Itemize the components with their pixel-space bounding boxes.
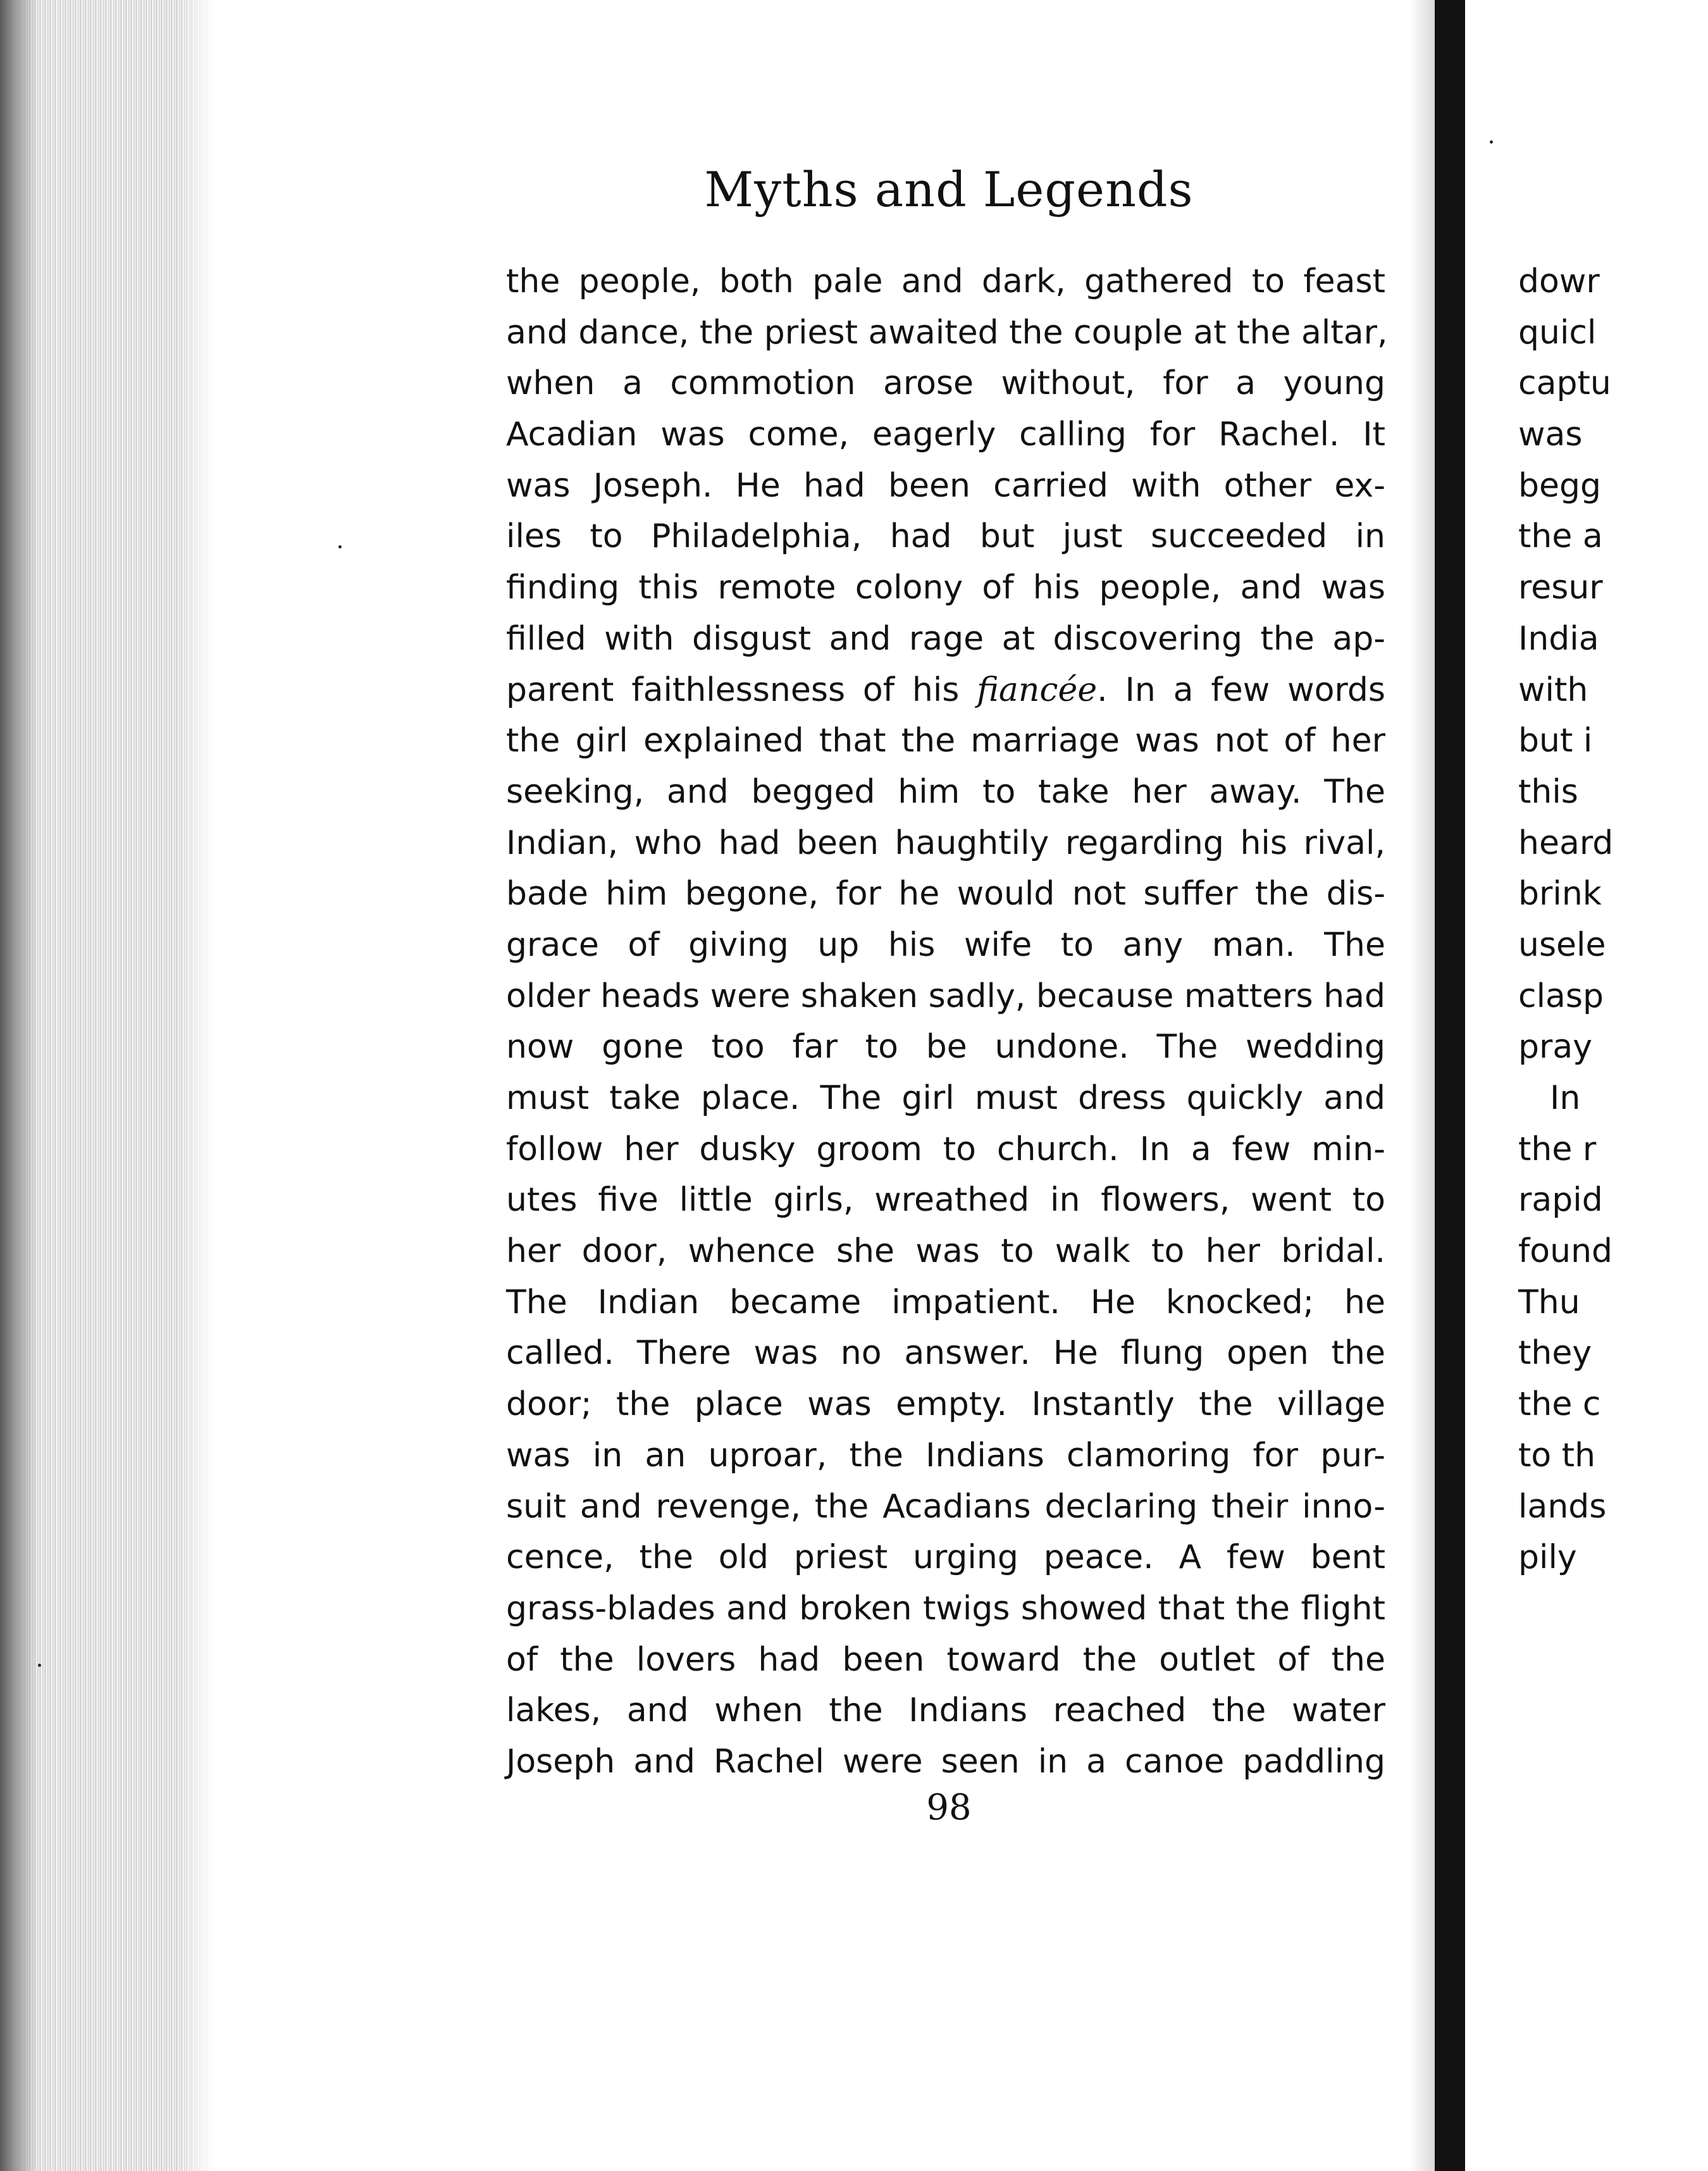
facing-page: [1465, 0, 1614, 2171]
text-line: older heads were shaken sadly, because matters had: [506, 977, 1385, 1015]
page-number: 98: [926, 1787, 972, 1828]
facing-line: rapid: [1518, 1181, 1603, 1220]
text-line: grass-blades and broken twigs showed that the flight: [506, 1589, 1385, 1628]
facing-line: begg: [1518, 466, 1602, 505]
facing-line: brink: [1518, 875, 1602, 913]
text-line: suit and revenge, the Acadians declaring their inno-: [506, 1487, 1385, 1526]
facing-line: dowr: [1518, 263, 1600, 300]
text-line: when a commotion arose without, for a young: [506, 364, 1385, 403]
facing-line: found: [1518, 1232, 1613, 1271]
facing-line: resur: [1518, 569, 1603, 607]
text-line: the people, both pale and dark, gathered to feast: [506, 263, 1385, 300]
book-gutter: [1435, 0, 1465, 2171]
text-line: the girl explained that the marriage was not of her: [506, 722, 1385, 760]
body-text: [506, 256, 1388, 1788]
page-edges: [0, 0, 215, 2171]
facing-line: the a: [1518, 517, 1603, 556]
facing-line: was: [1518, 416, 1583, 454]
facing-line: quicl: [1518, 313, 1597, 352]
facing-line: pily: [1518, 1538, 1577, 1577]
facing-line: to th: [1518, 1436, 1596, 1475]
text-line: Joseph and Rachel were seen in a canoe paddling: [506, 1742, 1385, 1781]
facing-line: this: [1518, 772, 1578, 811]
text-line: filled with disgust and rage at discovering the ap-: [506, 619, 1385, 658]
text-line: was Joseph. He had been carried with other ex-: [506, 466, 1385, 505]
running-head: Myths and Legends: [704, 161, 1194, 218]
facing-line: the c: [1518, 1385, 1601, 1424]
facing-line: with: [1518, 671, 1588, 709]
text-line: follow her dusky groom to church. In a few min-: [506, 1130, 1385, 1168]
facing-line: lands: [1518, 1487, 1607, 1526]
facing-line: India: [1518, 619, 1599, 658]
facing-page-text: [1518, 256, 1708, 1583]
facing-line: In: [1550, 1079, 1581, 1117]
text-line: cence, the old priest urging peace. A few bent: [506, 1538, 1385, 1577]
scan-speck: [38, 1664, 41, 1667]
text-line: must take place. The girl must dress quickly and: [506, 1079, 1385, 1117]
text-line: The Indian became impatient. He knocked; he: [506, 1283, 1385, 1321]
text-line: utes five little girls, wreathed in flowers, went to: [506, 1181, 1385, 1220]
text-line: seeking, and begged him to take her away. The: [506, 772, 1385, 811]
text-line: and dance, the priest awaited the couple at the altar,: [506, 313, 1388, 352]
facing-line: they: [1518, 1334, 1592, 1373]
scan-speck: [338, 545, 342, 548]
left-page: [506, 0, 1392, 2171]
text-line: Acadian was come, eagerly calling for Rachel. It: [506, 416, 1385, 454]
italic-word: fiancée: [977, 671, 1098, 709]
text-line: lakes, and when the Indians reached the water: [506, 1692, 1385, 1730]
text-line: now gone too far to be undone. The wedding: [506, 1028, 1385, 1067]
facing-line: pray: [1518, 1028, 1593, 1067]
facing-line: Thu: [1518, 1283, 1580, 1321]
facing-line: usele: [1518, 925, 1606, 964]
facing-line: but i: [1518, 722, 1593, 760]
text-line: iles to Philadelphia, had but just succeeded in: [506, 517, 1385, 556]
text-line: called. There was no answer. He flung open the: [506, 1334, 1385, 1373]
text-line: Indian, who had been haughtily regarding his rival,: [506, 824, 1385, 862]
text-line: her door, whence she was to walk to her bridal.: [506, 1232, 1385, 1271]
facing-line: captu: [1518, 364, 1611, 403]
text-line: parent faithlessness of his fiancée. In a few words: [506, 671, 1385, 709]
facing-line: clasp: [1518, 977, 1604, 1015]
text-line: was in an uproar, the Indians clamoring for pur-: [506, 1436, 1385, 1475]
scan-speck: [1490, 140, 1493, 144]
text-line: grace of giving up his wife to any man. The: [506, 925, 1385, 964]
facing-line: the r: [1518, 1130, 1597, 1168]
facing-line: heard: [1518, 824, 1614, 862]
text-line: of the lovers had been toward the outlet of the: [506, 1640, 1385, 1679]
text-line: door; the place was empty. Instantly the village: [506, 1385, 1385, 1424]
text-line: bade him begone, for he would not suffer the dis-: [506, 875, 1385, 913]
text-line: finding this remote colony of his people, and was: [506, 569, 1385, 607]
